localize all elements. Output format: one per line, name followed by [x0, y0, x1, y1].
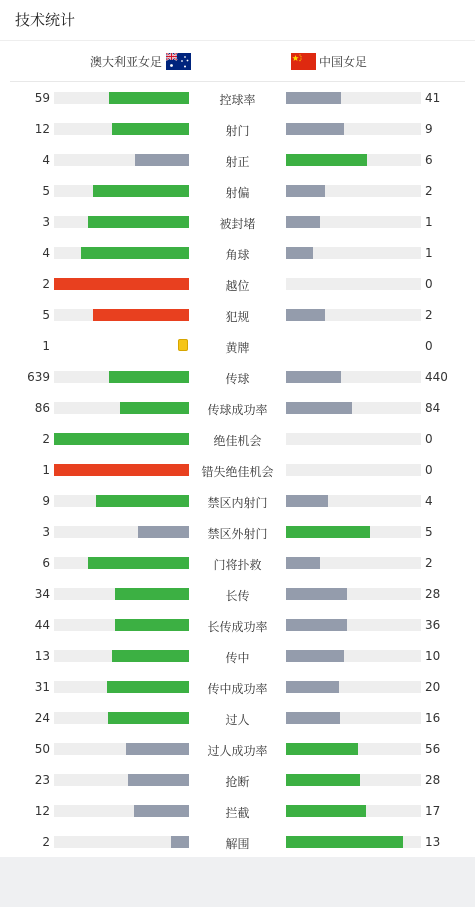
away-value: 13 [425, 835, 441, 849]
stat-row [0, 392, 475, 423]
stat-row [0, 764, 475, 795]
stat-label: 射偏 [225, 186, 250, 200]
home-bar [54, 433, 189, 445]
away-bar-track [286, 278, 421, 290]
away-bar [286, 712, 340, 724]
away-value: 2 [425, 184, 433, 198]
home-bar-track [54, 836, 189, 848]
home-bar [108, 712, 189, 724]
away-value: 10 [425, 649, 441, 663]
home-value: 3 [42, 525, 50, 539]
away-bar [286, 743, 358, 755]
home-value: 44 [34, 618, 50, 632]
home-value: 12 [34, 804, 50, 818]
home-value: 59 [34, 91, 50, 105]
home-bar [126, 743, 189, 755]
home-bar-track [54, 278, 189, 290]
stat-row [0, 113, 475, 144]
away-bar [286, 216, 320, 228]
away-value: 5 [425, 525, 433, 539]
stat-label: 禁区外射门 [207, 527, 268, 541]
home-bar [88, 216, 189, 228]
away-bar [286, 526, 370, 538]
away-bar [286, 774, 360, 786]
stat-label: 禁区内射门 [207, 496, 268, 510]
away-value: 20 [425, 680, 441, 694]
stat-row [0, 299, 475, 330]
away-value: 56 [425, 742, 441, 756]
away-bar-track [286, 185, 421, 197]
stat-label: 绝佳机会 [213, 434, 262, 448]
stat-label: 解围 [225, 837, 250, 851]
home-value: 6 [42, 556, 50, 570]
away-value: 84 [425, 401, 441, 415]
stat-label: 角球 [225, 248, 250, 262]
away-value: 9 [425, 122, 433, 136]
stat-row [0, 206, 475, 237]
away-value: 16 [425, 711, 441, 725]
home-bar-track [54, 495, 189, 507]
away-bar [286, 805, 366, 817]
home-bar-track [54, 309, 189, 321]
home-team[interactable] [90, 53, 191, 70]
teams-header [10, 41, 465, 82]
home-value: 2 [42, 432, 50, 446]
stat-row [0, 361, 475, 392]
stat-label: 错失绝佳机会 [201, 465, 274, 479]
home-value: 3 [42, 215, 50, 229]
stat-row [0, 175, 475, 206]
stat-row [0, 485, 475, 516]
home-value: 5 [42, 184, 50, 198]
home-value: 2 [42, 277, 50, 291]
home-bar-track [54, 650, 189, 662]
away-bar-track [286, 123, 421, 135]
away-team-name: 中国女足 [319, 55, 368, 69]
home-bar [138, 526, 189, 538]
stat-row [0, 330, 475, 361]
away-value: 0 [425, 277, 433, 291]
stat-row [0, 144, 475, 175]
home-bar-track [54, 216, 189, 228]
home-bar-track [54, 743, 189, 755]
away-bar-track [286, 712, 421, 724]
home-bar-track [54, 681, 189, 693]
stat-row [0, 268, 475, 299]
home-value: 31 [34, 680, 50, 694]
away-value: 440 [425, 370, 448, 384]
home-bar-track [54, 371, 189, 383]
home-bar [88, 557, 189, 569]
home-bar-track [54, 433, 189, 445]
away-value: 41 [425, 91, 441, 105]
home-bar [115, 619, 189, 631]
home-bar [107, 681, 189, 693]
away-value: 1 [425, 215, 433, 229]
stat-label: 门将扑救 [213, 558, 262, 572]
away-value: 2 [425, 556, 433, 570]
home-bar [128, 774, 189, 786]
china-flag-icon [291, 53, 316, 70]
away-bar [286, 588, 347, 600]
away-bar [286, 402, 352, 414]
away-team[interactable] [291, 53, 367, 70]
away-bar-track [286, 495, 421, 507]
away-bar [286, 557, 320, 569]
away-bar [286, 185, 325, 197]
stat-row [0, 640, 475, 671]
away-bar-track [286, 402, 421, 414]
stat-label: 过人 [225, 713, 250, 727]
stat-label: 黄牌 [225, 341, 250, 355]
home-bar-track [54, 557, 189, 569]
away-value: 4 [425, 494, 433, 508]
stat-label: 抢断 [225, 775, 250, 789]
home-value: 5 [42, 308, 50, 322]
stat-label: 传球 [225, 372, 250, 386]
home-bar [135, 154, 189, 166]
away-bar [286, 154, 367, 166]
home-bar-track [54, 185, 189, 197]
stat-label: 长传 [225, 589, 250, 603]
home-bar-track [54, 805, 189, 817]
home-bar [109, 371, 189, 383]
stat-label: 被封堵 [219, 217, 256, 231]
away-value: 0 [425, 463, 433, 477]
stat-label: 犯规 [225, 310, 250, 324]
home-bar-track [54, 526, 189, 538]
home-bar [112, 650, 189, 662]
home-bar-track [54, 774, 189, 786]
away-bar-track [286, 216, 421, 228]
away-bar-track [286, 588, 421, 600]
stat-row [0, 609, 475, 640]
stat-row [0, 671, 475, 702]
stat-label: 射门 [225, 124, 250, 138]
home-bar [93, 185, 189, 197]
away-bar [286, 836, 403, 848]
stat-row [0, 423, 475, 454]
stat-row [0, 237, 475, 268]
home-bar-track [54, 92, 189, 104]
away-value: 6 [425, 153, 433, 167]
page-title: 技术统计 [0, 0, 475, 41]
home-value: 4 [42, 246, 50, 260]
away-bar [286, 123, 344, 135]
away-bar-track [286, 805, 421, 817]
away-bar-track [286, 619, 421, 631]
stat-label: 传中 [225, 651, 250, 665]
away-value: 0 [425, 432, 433, 446]
away-bar-track [286, 557, 421, 569]
away-bar-track [286, 247, 421, 259]
home-bar [96, 495, 189, 507]
yellow-card-icon [178, 339, 188, 351]
home-bar [54, 464, 189, 476]
home-bar [171, 836, 189, 848]
stat-row [0, 733, 475, 764]
home-bar-track [54, 123, 189, 135]
away-bar [286, 92, 341, 104]
home-bar [93, 309, 189, 321]
home-value: 50 [34, 742, 50, 756]
home-bar-track [54, 464, 189, 476]
home-bar-track [54, 154, 189, 166]
stat-row [0, 795, 475, 826]
away-bar-track [286, 154, 421, 166]
home-value: 1 [42, 339, 50, 353]
home-bar-track [54, 712, 189, 724]
away-bar-track [286, 526, 421, 538]
away-value: 28 [425, 773, 441, 787]
away-value: 17 [425, 804, 441, 818]
away-bar-track [286, 774, 421, 786]
away-bar-track [286, 681, 421, 693]
stat-row [0, 547, 475, 578]
home-bar-track [54, 588, 189, 600]
home-value: 86 [34, 401, 50, 415]
away-bar-track [286, 743, 421, 755]
away-value: 28 [425, 587, 441, 601]
away-value: 1 [425, 246, 433, 260]
away-bar [286, 681, 339, 693]
home-value: 12 [34, 122, 50, 136]
stat-row [0, 516, 475, 547]
home-team-name: 澳大利亚女足 [90, 55, 163, 69]
stat-row [0, 826, 475, 857]
away-bar [286, 650, 344, 662]
away-bar-track [286, 650, 421, 662]
home-value: 34 [34, 587, 50, 601]
away-value: 2 [425, 308, 433, 322]
away-bar [286, 619, 347, 631]
stat-label: 传中成功率 [207, 682, 268, 696]
home-bar [134, 805, 189, 817]
away-bar-track [286, 309, 421, 321]
home-value: 4 [42, 153, 50, 167]
home-value: 1 [42, 463, 50, 477]
home-bar [115, 588, 189, 600]
home-bar-track [54, 402, 189, 414]
home-value: 2 [42, 835, 50, 849]
home-bar [81, 247, 189, 259]
stat-row [0, 454, 475, 485]
stat-label: 控球率 [219, 93, 256, 107]
away-bar-track [286, 836, 421, 848]
away-value: 0 [425, 339, 433, 353]
home-value: 13 [34, 649, 50, 663]
home-bar [120, 402, 189, 414]
away-bar-track [286, 92, 421, 104]
home-value: 9 [42, 494, 50, 508]
stat-label: 传球成功率 [207, 403, 268, 417]
away-bar-track [286, 433, 421, 445]
away-bar-track [286, 464, 421, 476]
home-value: 23 [34, 773, 50, 787]
stat-label: 长传成功率 [207, 620, 268, 634]
stat-label: 射正 [225, 155, 250, 169]
australia-flag-icon [166, 53, 191, 70]
home-value: 24 [34, 711, 50, 725]
away-bar-track [286, 371, 421, 383]
home-value: 639 [27, 370, 50, 384]
home-bar-track [54, 247, 189, 259]
stat-label: 拦截 [225, 806, 250, 820]
stat-row [0, 82, 475, 113]
home-bar-track [54, 619, 189, 631]
away-bar [286, 247, 313, 259]
home-bar [109, 92, 189, 104]
away-bar [286, 309, 325, 321]
home-bar [54, 278, 189, 290]
stat-row [0, 578, 475, 609]
away-bar [286, 371, 341, 383]
stat-label: 过人成功率 [207, 744, 268, 758]
away-bar [286, 495, 328, 507]
stat-label: 越位 [225, 279, 250, 293]
home-bar [112, 123, 189, 135]
stat-row [0, 702, 475, 733]
away-value: 36 [425, 618, 441, 632]
